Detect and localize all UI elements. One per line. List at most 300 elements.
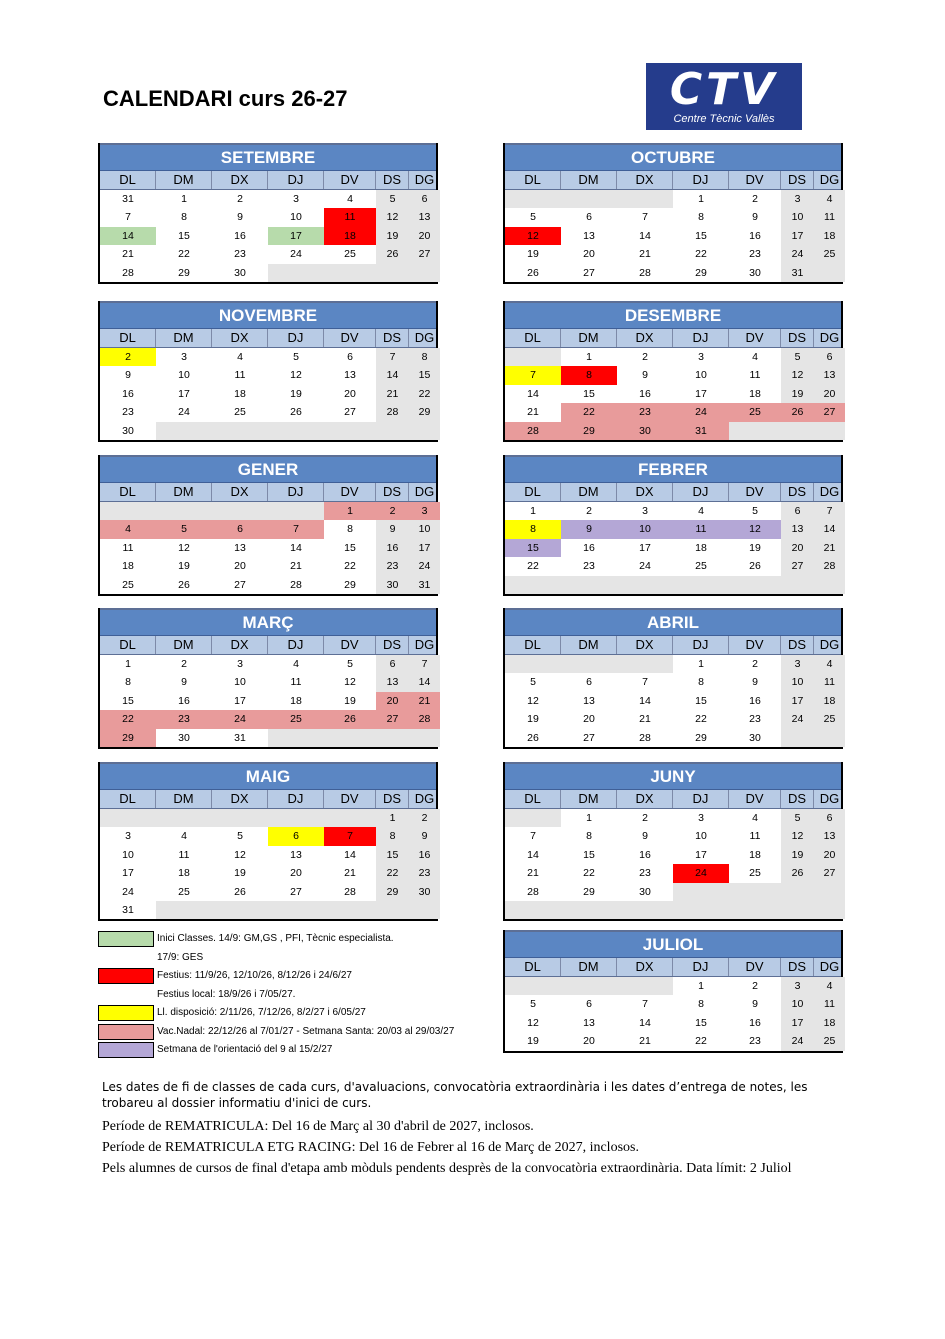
day-cell: 5 [752, 505, 758, 517]
day-cell: 29 [178, 266, 190, 279]
day-cell: 19 [178, 560, 190, 573]
day-cell: 27 [290, 885, 302, 898]
day-cell: 19 [781, 385, 814, 403]
day-header: DG [819, 330, 840, 345]
day-cell: 13 [583, 229, 595, 242]
day-cell [729, 422, 781, 440]
day-cell [100, 809, 156, 827]
day-cell: 22 [344, 560, 356, 573]
day-cell: 14 [639, 229, 651, 242]
day-cell [781, 729, 814, 747]
day-cell: 3 [781, 190, 814, 208]
day-cell [729, 576, 781, 594]
day-header: DS [781, 790, 814, 808]
day-cell: 20 [344, 387, 356, 400]
day-cell: 7 [505, 366, 561, 384]
day-cell: 6 [814, 809, 845, 827]
day-cell: 16 [178, 694, 190, 707]
day-cell: 12 [781, 827, 814, 845]
day-header: DL [505, 790, 561, 808]
day-cell: 25 [749, 867, 761, 880]
day-cell: 27 [583, 731, 595, 744]
day-cell: 7 [125, 211, 131, 224]
day-cell: 9 [376, 520, 409, 538]
day-cell [505, 655, 561, 673]
day-cell: 11 [814, 995, 845, 1013]
day-cell [212, 901, 268, 919]
day-cell: 8 [409, 348, 440, 366]
day-cell: 17 [639, 541, 651, 554]
day-cell: 8 [125, 676, 131, 689]
legend-text: Vac.Nadal: 22/12/26 al 7/01/27 - Setmana Santa: 20/03 al 29/03/27 [157, 1025, 455, 1037]
day-header-row [100, 171, 436, 190]
day-cell: 22 [561, 403, 617, 421]
day-cell: 28 [505, 422, 561, 440]
day-cell: 4 [237, 351, 243, 363]
legend-swatch [98, 1042, 154, 1058]
day-cell [324, 809, 376, 827]
day-cell: 25 [814, 710, 845, 728]
day-cell: 8 [698, 676, 704, 689]
day-cell: 8 [561, 366, 617, 384]
day-cell: 30 [376, 576, 409, 594]
day-cell: 29 [100, 729, 156, 747]
day-cell: 1 [698, 193, 704, 205]
day-cell: 22 [178, 248, 190, 261]
logo-subtitle: Centre Tècnic Vallès [673, 113, 775, 125]
day-cell: 11 [814, 208, 845, 226]
day-cell: 14 [376, 366, 409, 384]
month-juny [503, 762, 843, 921]
day-cell: 27 [583, 266, 595, 279]
day-cell: 23 [617, 403, 673, 421]
day-cell: 31 [122, 903, 134, 916]
day-cell: 28 [639, 731, 651, 744]
month-març [98, 608, 438, 749]
day-cell [268, 809, 324, 827]
day-cell: 8 [698, 998, 704, 1011]
legend-swatch [98, 968, 154, 984]
day-header: DV [729, 329, 781, 347]
day-header: DM [561, 636, 617, 654]
day-cell: 27 [814, 864, 845, 882]
day-cell: 20 [290, 867, 302, 880]
day-cell: 25 [729, 403, 781, 421]
day-cell: 12 [729, 520, 781, 538]
day-cell: 9 [752, 676, 758, 689]
day-cell: 12 [527, 1016, 539, 1029]
day-cell: 14 [639, 694, 651, 707]
day-cell: 1 [376, 809, 409, 827]
day-cell: 12 [505, 227, 561, 245]
day-cell: 4 [181, 830, 187, 843]
day-header: DM [156, 636, 212, 654]
day-cell: 31 [781, 264, 814, 282]
day-grid [505, 977, 841, 1051]
legend-text: Ll. disposició: 2/11/26, 7/12/26, 8/2/27 i 6/05/27 [157, 1007, 366, 1018]
day-cell: 30 [409, 883, 440, 901]
day-cell: 15 [695, 694, 707, 707]
day-cell: 9 [181, 676, 187, 689]
day-cell: 8 [698, 211, 704, 224]
day-cell: 21 [527, 406, 539, 419]
day-cell: 24 [781, 1032, 814, 1050]
day-header: DL [505, 958, 561, 976]
legend-text: 17/9: GES [157, 951, 204, 963]
day-header: DL [505, 329, 561, 347]
day-cell [617, 655, 673, 673]
day-cell: 9 [752, 998, 758, 1011]
day-cell: 11 [178, 848, 190, 861]
day-cell: 22 [527, 560, 539, 573]
month-febrer [503, 455, 843, 596]
day-cell: 21 [409, 692, 440, 710]
day-cell: 27 [814, 403, 845, 421]
day-header: DG [819, 484, 840, 499]
day-cell: 7 [642, 676, 648, 689]
day-grid [100, 809, 436, 919]
day-cell: 15 [344, 541, 356, 554]
day-cell: 13 [234, 541, 246, 554]
legend-item [98, 1023, 498, 1042]
day-header: DM [156, 171, 212, 189]
day-header: DG [414, 484, 435, 499]
day-cell: 6 [814, 348, 845, 366]
day-header-row [505, 958, 841, 977]
day-cell: 3 [181, 351, 187, 363]
day-cell: 7 [409, 655, 440, 673]
day-cell: 31 [673, 422, 729, 440]
day-cell: 7 [376, 348, 409, 366]
day-cell: 26 [376, 245, 409, 263]
day-cell: 19 [234, 867, 246, 880]
day-cell: 21 [290, 560, 302, 573]
day-cell: 31 [234, 731, 246, 744]
day-cell: 20 [234, 560, 246, 573]
day-cell: 5 [376, 190, 409, 208]
day-cell: 22 [583, 867, 595, 880]
day-cell: 4 [814, 977, 845, 995]
day-cell [376, 729, 409, 747]
day-cell: 1 [181, 193, 187, 205]
day-cell: 30 [122, 424, 134, 437]
day-cell: 23 [749, 248, 761, 261]
day-cell: 17 [695, 387, 707, 400]
day-header: DV [324, 329, 376, 347]
day-cell: 10 [781, 673, 814, 691]
day-cell: 13 [376, 673, 409, 691]
day-cell: 6 [212, 520, 268, 538]
day-cell: 15 [583, 387, 595, 400]
day-cell: 14 [639, 1016, 651, 1029]
day-header-row [505, 790, 841, 809]
day-cell [376, 264, 409, 282]
day-header: DS [376, 636, 409, 654]
day-header: DM [561, 958, 617, 976]
day-cell [268, 729, 324, 747]
day-cell: 31 [122, 193, 134, 205]
day-cell: 8 [376, 827, 409, 845]
day-header: DS [376, 483, 409, 501]
day-cell: 16 [234, 229, 246, 242]
day-cell: 23 [376, 557, 409, 575]
day-cell: 10 [781, 208, 814, 226]
day-cell: 26 [178, 578, 190, 591]
day-cell: 1 [125, 658, 131, 670]
day-cell: 25 [178, 885, 190, 898]
day-cell: 18 [290, 694, 302, 707]
day-cell [617, 977, 673, 995]
day-cell [324, 422, 376, 440]
day-header: DX [212, 636, 268, 654]
day-header: DX [617, 636, 673, 654]
day-cell: 2 [642, 351, 648, 363]
legend [98, 930, 498, 1060]
day-cell [505, 348, 561, 366]
legend-swatch [98, 1005, 154, 1021]
info-rematricula: Període de REMATRICULA: Del 16 de Març al 30 d'abril de 2027, inclosos. [102, 1119, 534, 1134]
day-grid [505, 655, 841, 747]
day-cell [814, 729, 845, 747]
day-cell: 18 [234, 387, 246, 400]
day-cell: 30 [617, 422, 673, 440]
day-cell: 29 [695, 266, 707, 279]
day-cell [814, 883, 845, 901]
day-cell: 14 [409, 673, 440, 691]
day-cell: 17 [178, 387, 190, 400]
day-header: DG [414, 637, 435, 652]
day-cell: 4 [814, 190, 845, 208]
day-cell: 3 [293, 193, 299, 205]
day-header-row [505, 483, 841, 502]
day-cell: 6 [586, 998, 592, 1011]
day-cell: 10 [695, 369, 707, 382]
day-cell: 16 [409, 846, 440, 864]
logo-mark: CTV [669, 64, 779, 115]
day-cell [814, 422, 845, 440]
month-maig [98, 762, 438, 921]
day-header: DX [212, 171, 268, 189]
day-cell: 9 [642, 830, 648, 843]
day-cell: 25 [234, 406, 246, 419]
day-header-row [505, 171, 841, 190]
day-cell: 13 [814, 827, 845, 845]
day-header: DV [324, 636, 376, 654]
day-cell: 24 [290, 248, 302, 261]
day-cell [156, 809, 212, 827]
day-header: DJ [268, 171, 324, 189]
day-header: DJ [673, 329, 729, 347]
legend-swatch [98, 931, 154, 947]
day-cell: 8 [347, 523, 353, 536]
day-cell: 2 [586, 505, 592, 517]
day-cell: 18 [814, 1014, 845, 1032]
day-header: DL [100, 790, 156, 808]
day-cell [156, 422, 212, 440]
month-title: JUNY [505, 762, 841, 790]
day-cell: 20 [583, 248, 595, 261]
day-cell: 7 [642, 998, 648, 1011]
day-cell: 15 [409, 366, 440, 384]
day-cell: 15 [695, 229, 707, 242]
legend-swatch [98, 1024, 154, 1040]
day-grid [505, 809, 841, 919]
day-cell: 24 [122, 885, 134, 898]
legend-text: Festius local: 18/9/26 i 7/05/27. [157, 988, 296, 1000]
day-cell: 2 [642, 812, 648, 824]
day-header: DV [729, 483, 781, 501]
day-header: DM [561, 329, 617, 347]
day-header: DV [324, 483, 376, 501]
day-grid [505, 502, 841, 594]
day-header: DS [781, 329, 814, 347]
day-cell: 5 [293, 351, 299, 363]
day-header: DX [617, 958, 673, 976]
month-desembre [503, 301, 843, 442]
day-cell [100, 502, 156, 520]
day-cell: 30 [178, 731, 190, 744]
day-header: DV [729, 958, 781, 976]
page-title: CALENDARI curs 26-27 [103, 86, 348, 111]
day-header: DL [505, 636, 561, 654]
day-cell: 23 [639, 867, 651, 880]
day-header: DS [781, 483, 814, 501]
day-cell: 18 [324, 227, 376, 245]
day-cell: 24 [781, 710, 814, 728]
day-cell [781, 883, 814, 901]
month-juliol [503, 930, 843, 1053]
day-cell: 11 [234, 369, 246, 382]
day-grid [100, 190, 436, 282]
day-cell: 17 [234, 694, 246, 707]
legend-item [98, 1041, 498, 1060]
day-cell [561, 901, 617, 919]
day-header: DX [617, 483, 673, 501]
day-header-row [100, 483, 436, 502]
day-cell: 14 [814, 520, 845, 538]
day-cell: 18 [178, 867, 190, 880]
day-cell: 10 [178, 369, 190, 382]
day-cell [673, 901, 729, 919]
day-cell [156, 502, 212, 520]
day-header: DJ [673, 636, 729, 654]
day-cell: 19 [527, 1035, 539, 1048]
day-header: DL [100, 171, 156, 189]
day-header: DX [617, 329, 673, 347]
day-cell: 29 [376, 883, 409, 901]
month-title: FEBRER [505, 455, 841, 483]
day-cell: 5 [781, 348, 814, 366]
day-cell [156, 901, 212, 919]
day-cell: 2 [752, 658, 758, 670]
day-cell [561, 190, 617, 208]
day-header: DJ [268, 329, 324, 347]
day-header: DG [414, 172, 435, 187]
day-cell: 19 [376, 227, 409, 245]
legend-item [98, 967, 498, 986]
day-cell [409, 264, 440, 282]
day-cell [505, 901, 561, 919]
day-cell: 23 [409, 864, 440, 882]
day-cell: 6 [376, 655, 409, 673]
day-cell: 6 [586, 211, 592, 224]
day-cell: 25 [344, 248, 356, 261]
day-cell: 28 [290, 578, 302, 591]
day-cell: 27 [376, 710, 409, 728]
day-cell: 10 [122, 848, 134, 861]
day-cell [617, 576, 673, 594]
day-grid [505, 348, 841, 440]
day-cell: 13 [409, 208, 440, 226]
day-cell [324, 901, 376, 919]
day-cell: 3 [125, 830, 131, 843]
day-header-row [100, 636, 436, 655]
day-cell [617, 190, 673, 208]
day-cell: 3 [781, 655, 814, 673]
day-cell: 15 [178, 229, 190, 242]
day-cell: 22 [695, 1035, 707, 1048]
day-cell: 19 [344, 694, 356, 707]
day-cell: 15 [376, 846, 409, 864]
day-cell: 6 [586, 676, 592, 689]
day-cell: 3 [409, 502, 440, 520]
day-cell: 25 [695, 560, 707, 573]
day-cell [212, 809, 268, 827]
day-grid [100, 655, 436, 747]
day-cell: 3 [781, 977, 814, 995]
day-header: DS [781, 636, 814, 654]
day-cell [324, 264, 376, 282]
day-cell: 24 [212, 710, 268, 728]
day-cell: 13 [290, 848, 302, 861]
day-cell: 9 [752, 211, 758, 224]
day-cell: 2 [376, 502, 409, 520]
day-cell: 9 [642, 369, 648, 382]
day-cell: 4 [752, 351, 758, 363]
day-header: DL [505, 171, 561, 189]
day-header: DJ [268, 483, 324, 501]
day-cell: 19 [527, 248, 539, 261]
day-cell: 27 [344, 406, 356, 419]
day-cell: 4 [100, 520, 156, 538]
day-cell: 29 [409, 403, 440, 421]
day-cell: 26 [527, 731, 539, 744]
day-cell: 25 [814, 245, 845, 263]
day-header: DS [376, 790, 409, 808]
day-cell: 26 [749, 560, 761, 573]
month-octubre [503, 143, 843, 284]
day-cell: 14 [100, 227, 156, 245]
day-header: DM [561, 790, 617, 808]
day-cell: 16 [122, 387, 134, 400]
day-cell: 28 [409, 710, 440, 728]
day-cell: 12 [344, 676, 356, 689]
day-cell [673, 576, 729, 594]
day-header: DV [324, 171, 376, 189]
day-cell: 17 [781, 1014, 814, 1032]
day-cell: 31 [409, 576, 440, 594]
day-cell: 28 [639, 266, 651, 279]
day-cell: 21 [376, 385, 409, 403]
day-cell: 6 [781, 502, 814, 520]
day-cell: 13 [583, 694, 595, 707]
day-cell: 18 [749, 848, 761, 861]
day-cell: 1 [698, 980, 704, 992]
day-cell: 6 [268, 827, 324, 845]
day-cell: 28 [814, 557, 845, 575]
day-cell [409, 729, 440, 747]
day-cell: 20 [409, 227, 440, 245]
